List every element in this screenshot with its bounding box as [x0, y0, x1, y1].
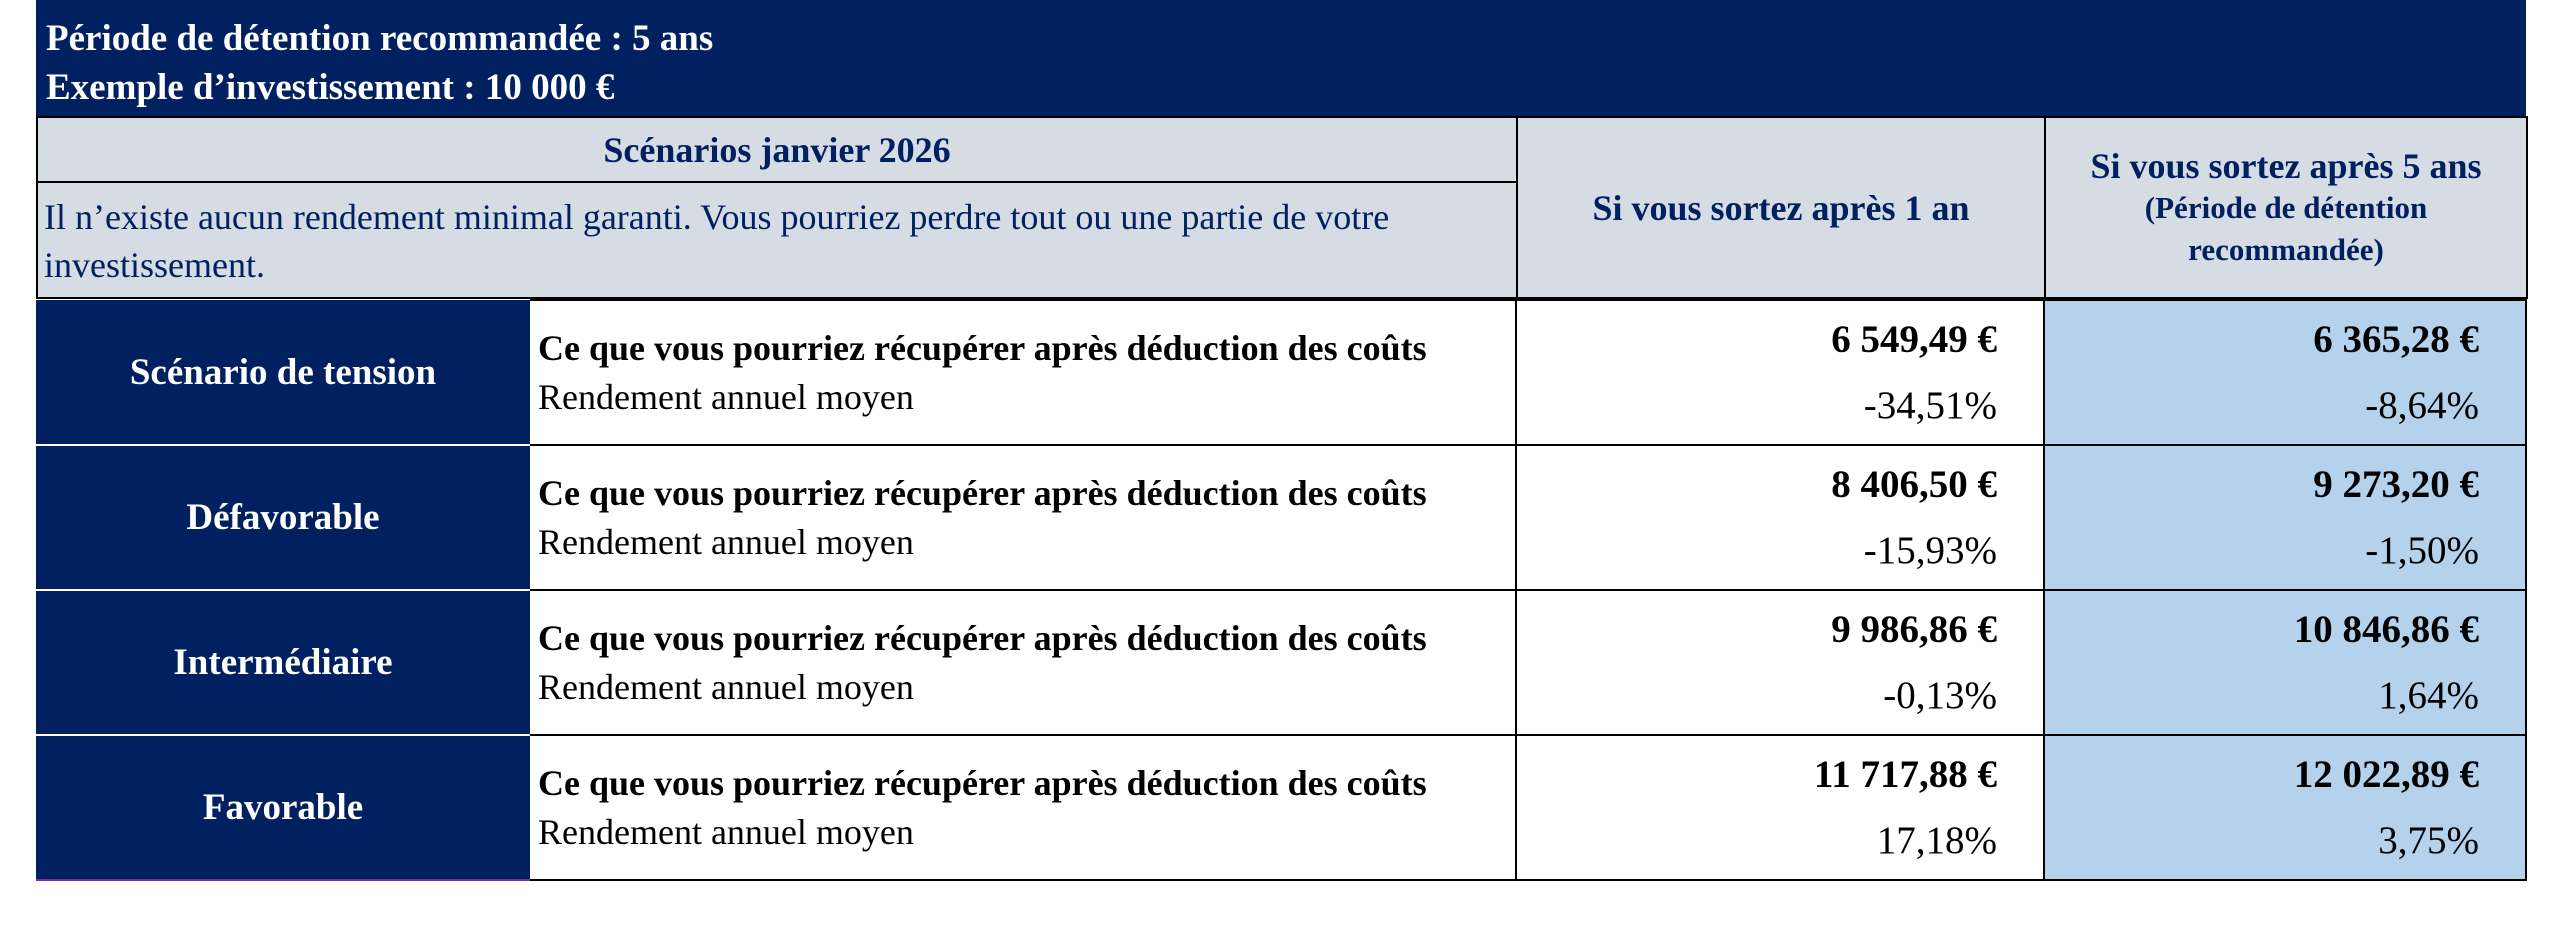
scenario-row: [36, 735, 2526, 880]
scenario-label: Scénario de tension: [36, 300, 530, 445]
amount-5-years: 12 022,89 €: [2293, 752, 2479, 796]
amount-1-year: 9 986,86 €: [1831, 607, 1997, 651]
scenario-row: [36, 300, 2526, 445]
amount-5-years: 6 365,28 €: [2313, 317, 2479, 361]
description-bold: Ce que vous pourriez récupérer après déduction des coûts: [538, 327, 1427, 368]
column-header-5-years-note: (Période de détention recommandée): [2144, 189, 2428, 267]
value-5-years: [2044, 300, 2526, 445]
guarantee-disclaimer: Il n’existe aucun rendement minimal garanti. Vous pourriez perdre tout ou une partie de votre investissement.: [37, 182, 1517, 298]
summary-banner: [36, 0, 2526, 116]
scenario-description: [530, 590, 1516, 735]
return-5-years: 1,64%: [2378, 673, 2479, 717]
return-1-year: -34,51%: [1863, 383, 1997, 427]
return-1-year: 17,18%: [1876, 818, 1997, 862]
scenario-description: [530, 300, 1516, 445]
column-header-5-years-title: Si vous sortez après 5 ans: [2090, 145, 2482, 186]
description-bold: Ce que vous pourriez récupérer après déduction des coûts: [538, 472, 1427, 513]
return-1-year: -15,93%: [1863, 528, 1997, 572]
value-5-years: [2044, 735, 2526, 880]
return-1-year: -0,13%: [1883, 673, 1997, 717]
value-1-year: [1516, 735, 2044, 880]
scenario-label: Favorable: [36, 735, 530, 880]
performance-scenarios-document: [36, 0, 2526, 881]
amount-1-year: 6 549,49 €: [1831, 317, 1997, 361]
scenario-description: [530, 735, 1516, 880]
description-regular: Rendement annuel moyen: [538, 811, 914, 852]
scenario-row: [36, 590, 2526, 735]
scenarios-title: Scénarios janvier 2026: [37, 117, 1517, 182]
column-header-1-year: Si vous sortez après 1 an: [1517, 117, 2045, 298]
scenario-description: [530, 445, 1516, 590]
column-header-5-years: [2045, 117, 2527, 298]
scenario-label: Intermédiaire: [36, 590, 530, 735]
value-5-years: [2044, 590, 2526, 735]
description-bold: Ce que vous pourriez récupérer après déduction des coûts: [538, 762, 1427, 803]
description-regular: Rendement annuel moyen: [538, 666, 914, 707]
amount-5-years: 9 273,20 €: [2313, 462, 2479, 506]
description-regular: Rendement annuel moyen: [538, 521, 914, 562]
value-5-years: [2044, 445, 2526, 590]
amount-5-years: 10 846,86 €: [2293, 607, 2479, 651]
value-1-year: [1516, 445, 2044, 590]
scenarios-table: [36, 116, 2528, 299]
scenario-label: Défavorable: [36, 445, 530, 590]
description-regular: Rendement annuel moyen: [538, 376, 914, 417]
return-5-years: 3,75%: [2378, 818, 2479, 862]
description-bold: Ce que vous pourriez récupérer après déduction des coûts: [538, 617, 1427, 658]
holding-period-text: Période de détention recommandée : 5 ans: [46, 18, 714, 59]
amount-1-year: 11 717,88 €: [1813, 752, 1997, 796]
amount-1-year: 8 406,50 €: [1831, 462, 1997, 506]
value-1-year: [1516, 300, 2044, 445]
return-5-years: -8,64%: [2365, 383, 2479, 427]
scenarios-body: [36, 299, 2527, 881]
return-5-years: -1,50%: [2365, 528, 2479, 572]
value-1-year: [1516, 590, 2044, 735]
investment-example-text: Exemple d’investissement : 10 000 €: [46, 67, 615, 108]
scenario-row: [36, 445, 2526, 590]
